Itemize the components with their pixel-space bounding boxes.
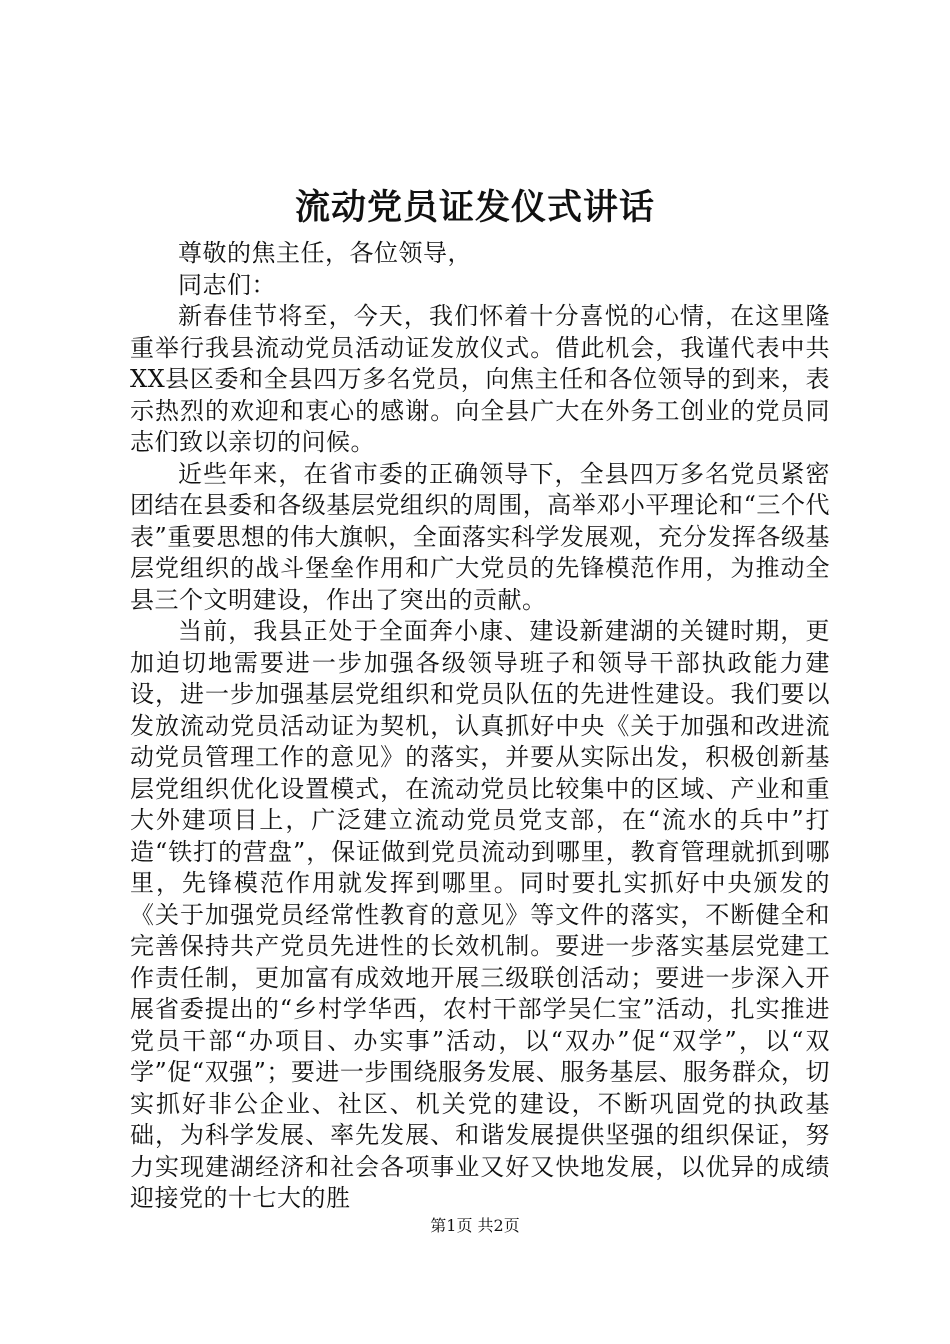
document-title: 流动党员证发仪式讲话 (294, 187, 655, 228)
body-paragraph: 近些年来，在省市委的正确领导下，全县四万多名党员紧密团结在县委和各级基层党组织的周围，高举邓小平理论和“三个代表”重要思想的伟大旗帜，全面落实科学发展观，充分发挥各级基层党组织的战斗堡垒作用和广大党员的先锋模范作用，为推动全县三个文明建设，作出了突出的贡献。 (130, 459, 830, 614)
salutation-line: 同志们： (178, 270, 276, 299)
page-number: 第1页 共2页 (430, 1216, 520, 1235)
salutation-line: 尊敬的焦主任，各位领导， (178, 239, 472, 267)
body-paragraph: 新春佳节将至，今天，我们怀着十分喜悦的心情，在这里隆重举行我县流动党员活动证发放仪式。借此机会，我谨代表中共XX县区委和全县四万多名党员，向焦主任和各位领导的到来，表示热烈的欢迎和衷心的感谢。向全县广大在外务工创业的党员同志们致以亲切的问候。 (130, 302, 830, 456)
document-body (130, 238, 830, 1215)
body-paragraph: 当前，我县正处于全面奔小康、建设新建湖的关键时期，更加迫切地需要进一步加强各级领导班子和领导干部执政能力建设，进一步加强基层党组织和党员队伍的先进性建设。我们要以发放流动党员活动证为契机，认真抓好中央《关于加强和改进流动党员管理工作的意见》的落实，并要从实际出发，积极创新基层党组织优化设置模式，在流动党员比较集中的区域、产业和重大外建项目上，广泛建立流动党员党支部，在“流水的兵中”打造“铁打的营盘”，保证做到党员流动到哪里，教育管理就抓到哪里，先锋模范作用就发挥到哪里。同时要扎实抓好中央颁发的《关于加强党员经常性教育的意见》等文件的落实，不断健全和完善保持共产党员先进性的长效机制。要进一步落实基层党建工作责任制，更加富有成效地开展三级联创活动；要进一步深入开展省委提出的“乡村学华西，农村干部学吴仁宝”活动，扎实推进党员干部“办项目、办实事”活动，以“双办”促“双学”，以“双学”促“双强”；要进一步围绕服务发展、服务基层、服务群众，切实抓好非公企业、社区、机关党的建设，不断巩固党的执政基础，为科学发展、率先发展、和谐发展提供坚强的组织保证，努力实现建湖经济和社会各项事业又好又快地发展，以优异的成绩迎接党的十七大的胜 (130, 617, 830, 1212)
